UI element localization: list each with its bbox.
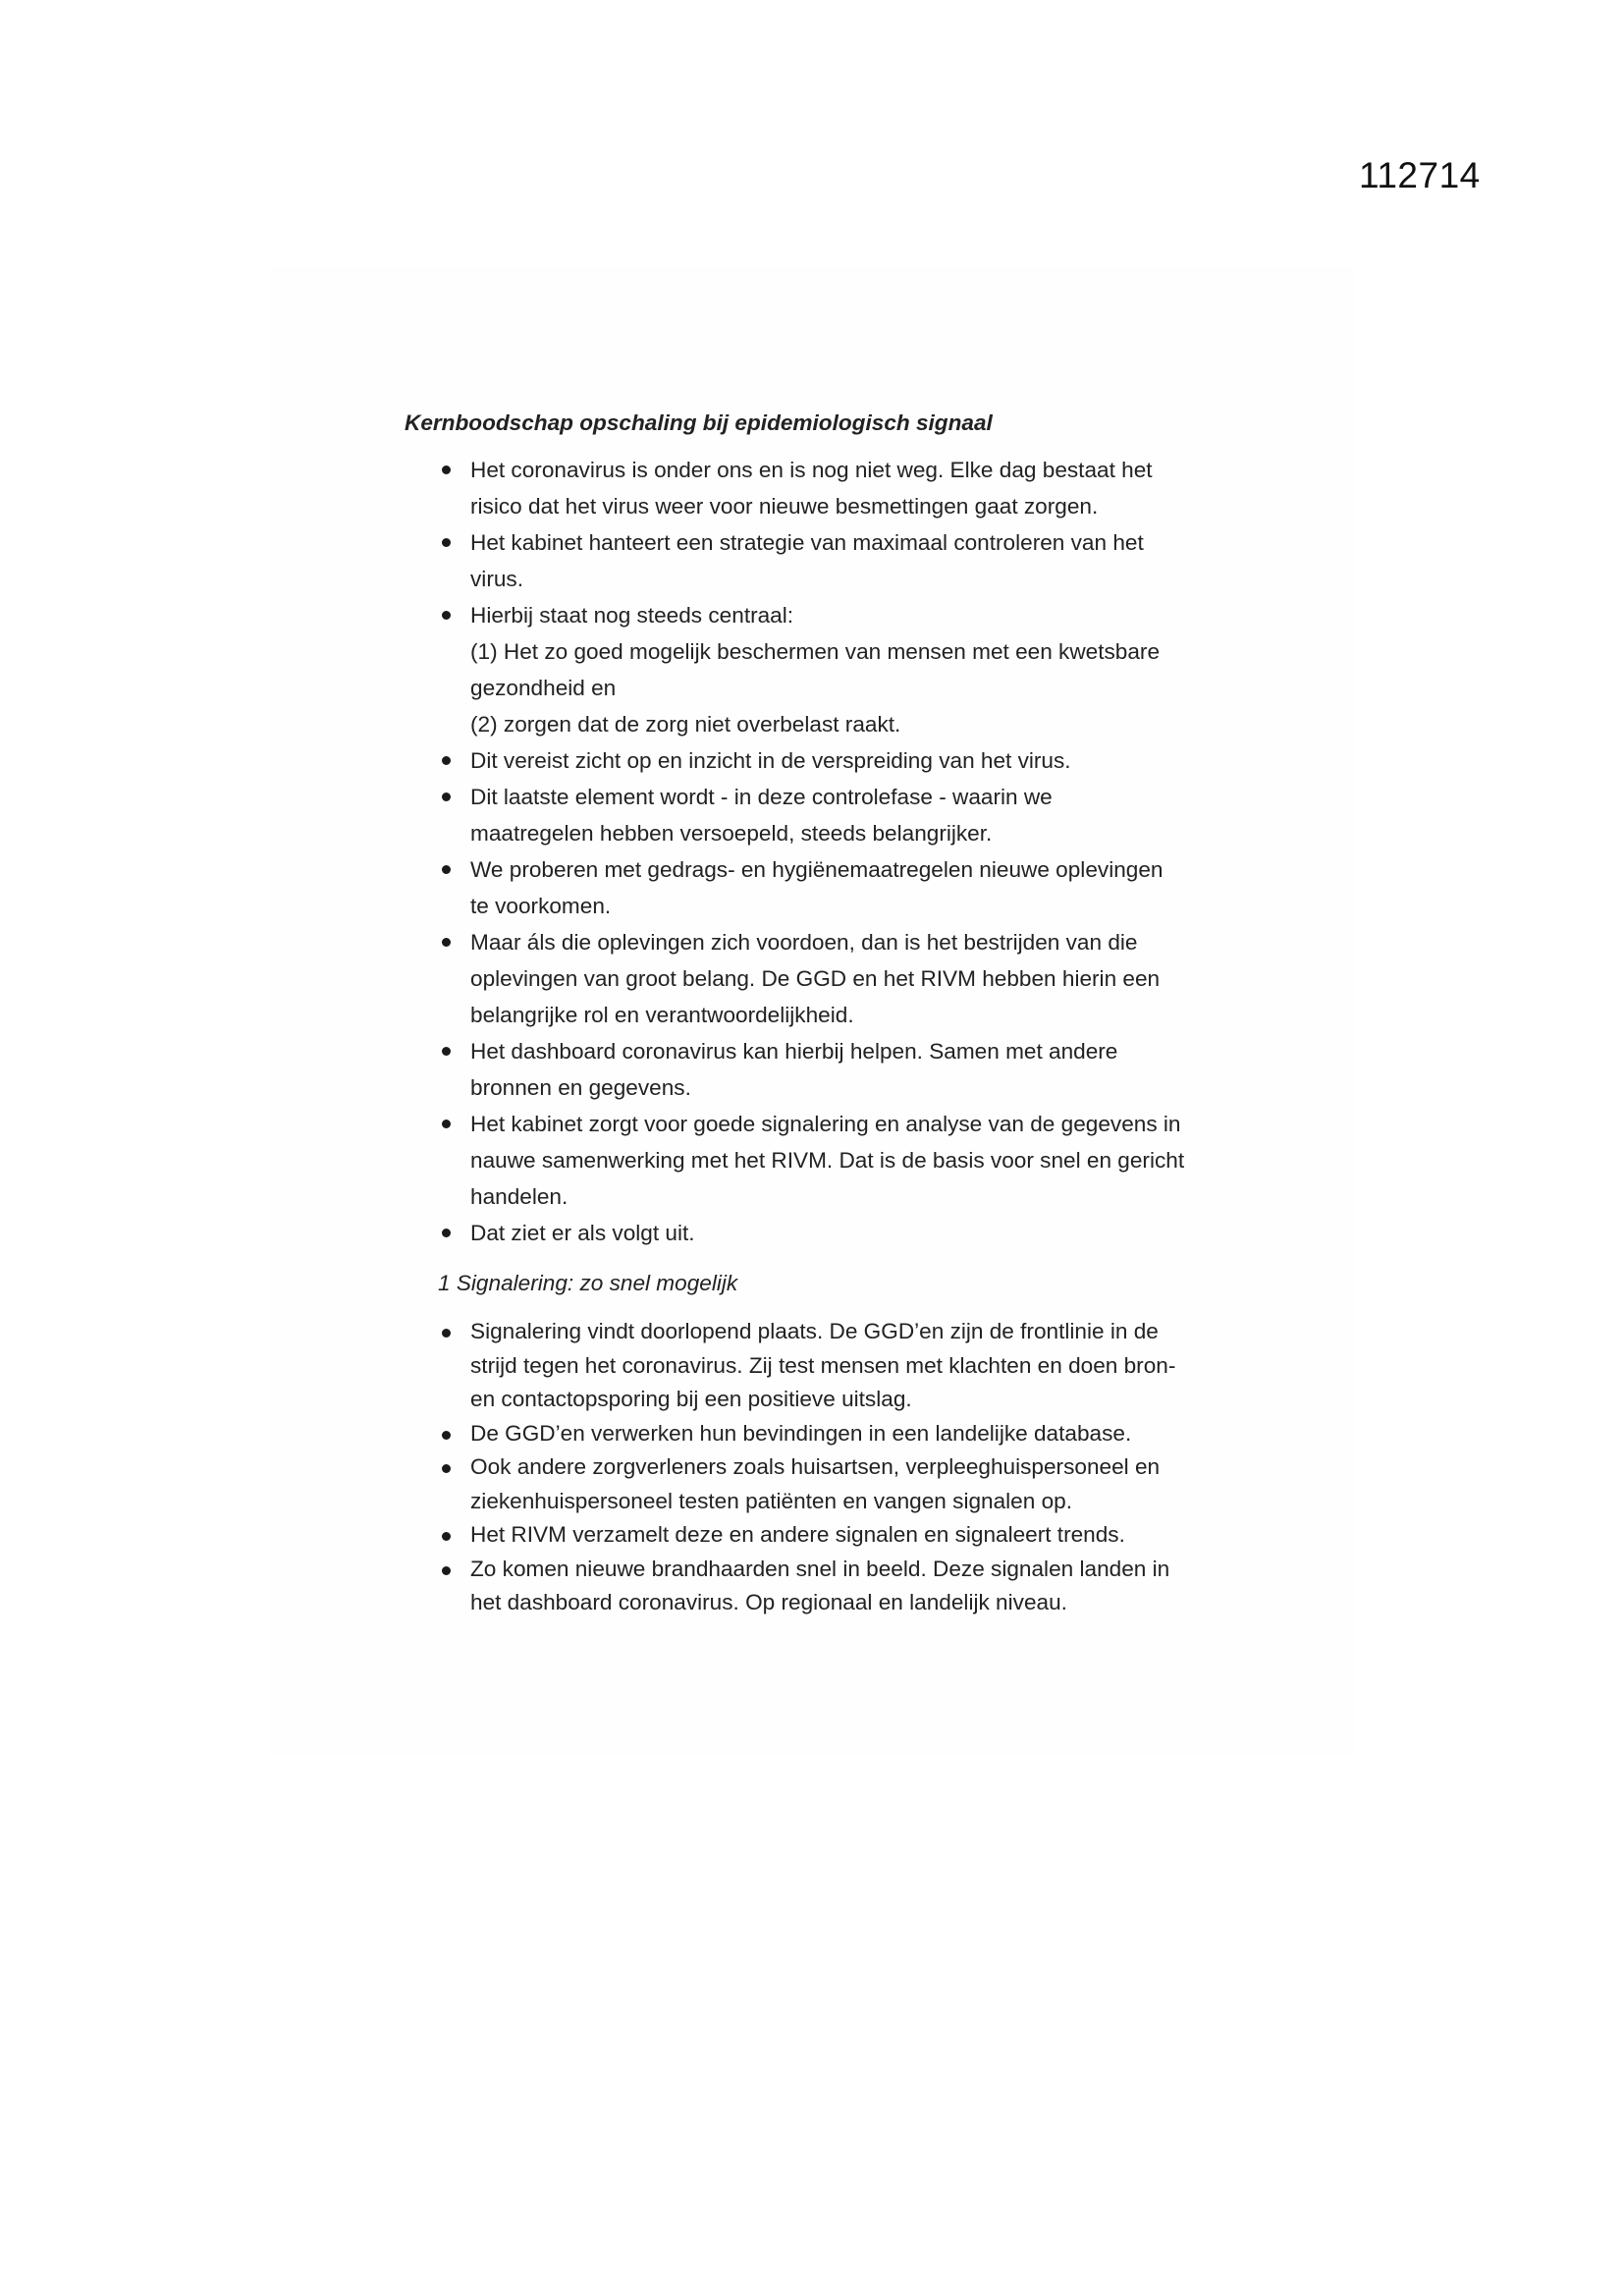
list-item-line: bronnen en gegevens. bbox=[470, 1075, 691, 1100]
section-heading: Kernboodschap opschaling bij epidemiologisch signaal bbox=[405, 410, 993, 435]
list-item bbox=[470, 597, 1249, 742]
list-item bbox=[470, 1553, 1249, 1620]
list-item bbox=[470, 1450, 1249, 1518]
list-item-line: Dat ziet er als volgt uit. bbox=[470, 1221, 695, 1245]
list-item bbox=[470, 779, 1249, 851]
list-item-line: virus. bbox=[470, 567, 523, 591]
list-item-line: Signalering vindt doorlopend plaats. De GGD’en zijn de frontlinie in de bbox=[470, 1319, 1159, 1343]
list-item-line: Het RIVM verzamelt deze en andere signalen en signaleert trends. bbox=[470, 1522, 1125, 1547]
document-body bbox=[405, 405, 1249, 1620]
list-item bbox=[470, 1215, 1249, 1251]
list-item-line: Het kabinet zorgt voor goede signalering en analyse van de gegevens in bbox=[470, 1112, 1181, 1136]
list-item-line: Het dashboard coronavirus kan hierbij helpen. Samen met andere bbox=[470, 1039, 1118, 1064]
list-item bbox=[470, 1315, 1249, 1417]
list-item-line: te voorkomen. bbox=[470, 894, 612, 918]
list-item bbox=[470, 742, 1249, 779]
list-item-line: nauwe samenwerking met het RIVM. Dat is de basis voor snel en gericht bbox=[470, 1148, 1185, 1173]
list-item-line: risico dat het virus weer voor nieuwe besmettingen gaat zorgen. bbox=[470, 494, 1099, 519]
list-item-line: Ook andere zorgverleners zoals huisartsen, verpleeghuispersoneel en bbox=[470, 1454, 1161, 1479]
list-item bbox=[470, 1417, 1249, 1451]
list-item-line: Dit laatste element wordt - in deze controlefase - waarin we bbox=[470, 785, 1053, 809]
list-item bbox=[470, 524, 1249, 597]
list-item-line: Hierbij staat nog steeds centraal: bbox=[470, 603, 794, 628]
list-item-line: gezondheid en bbox=[470, 676, 617, 700]
list-item-line: strijd tegen het coronavirus. Zij test mensen met klachten en doen bron- bbox=[470, 1352, 1176, 1378]
list-item-line: handelen. bbox=[470, 1184, 568, 1209]
list-item-line: Maar áls die oplevingen zich voordoen, dan is het bestrijden van die bbox=[470, 930, 1138, 955]
list-item-line: het dashboard coronavirus. Op regionaal en landelijk niveau. bbox=[470, 1590, 1067, 1614]
list-item-line: en contactopsporing bij een positieve uitslag. bbox=[470, 1387, 912, 1411]
bullet-list-main bbox=[405, 452, 1249, 1251]
list-item-line: We proberen met gedrags- en hygiënemaatregelen nieuwe oplevingen bbox=[470, 857, 1164, 882]
list-item bbox=[470, 452, 1249, 524]
list-item-line: Dit vereist zicht op en inzicht in de verspreiding van het virus. bbox=[470, 748, 1071, 773]
list-item bbox=[470, 1518, 1249, 1553]
list-item-line: Zo komen nieuwe brandhaarden snel in beeld. Deze signalen landen in bbox=[470, 1556, 1170, 1581]
list-item-line: De GGD’en verwerken hun bevindingen in een landelijke database. bbox=[470, 1420, 1132, 1446]
list-item bbox=[470, 924, 1249, 1033]
list-item bbox=[470, 1033, 1249, 1106]
list-item-line: Het coronavirus is onder ons en is nog niet weg. Elke dag bestaat het bbox=[470, 458, 1153, 482]
list-item-line: maatregelen hebben versoepeld, steeds belangrijker. bbox=[470, 821, 993, 846]
bullet-list-signalering bbox=[405, 1315, 1249, 1620]
list-item bbox=[470, 851, 1249, 924]
list-item-line: belangrijke rol en verantwoordelijkheid. bbox=[470, 1003, 854, 1027]
list-item-line: (2) zorgen dat de zorg niet overbelast raakt. bbox=[470, 712, 901, 737]
list-item-line: ziekenhuispersoneel testen patiënten en vangen signalen op. bbox=[470, 1488, 1072, 1513]
list-item-line: (1) Het zo goed mogelijk beschermen van mensen met een kwetsbare bbox=[470, 639, 1161, 664]
list-item-line: Het kabinet hanteert een strategie van maximaal controleren van het bbox=[470, 530, 1144, 555]
document-number: 112714 bbox=[1359, 155, 1481, 195]
list-item-line: oplevingen van groot belang. De GGD en het RIVM hebben hierin een bbox=[470, 966, 1161, 991]
subsection-heading: 1 Signalering: zo snel mogelijk bbox=[438, 1271, 738, 1295]
list-item bbox=[470, 1106, 1249, 1215]
